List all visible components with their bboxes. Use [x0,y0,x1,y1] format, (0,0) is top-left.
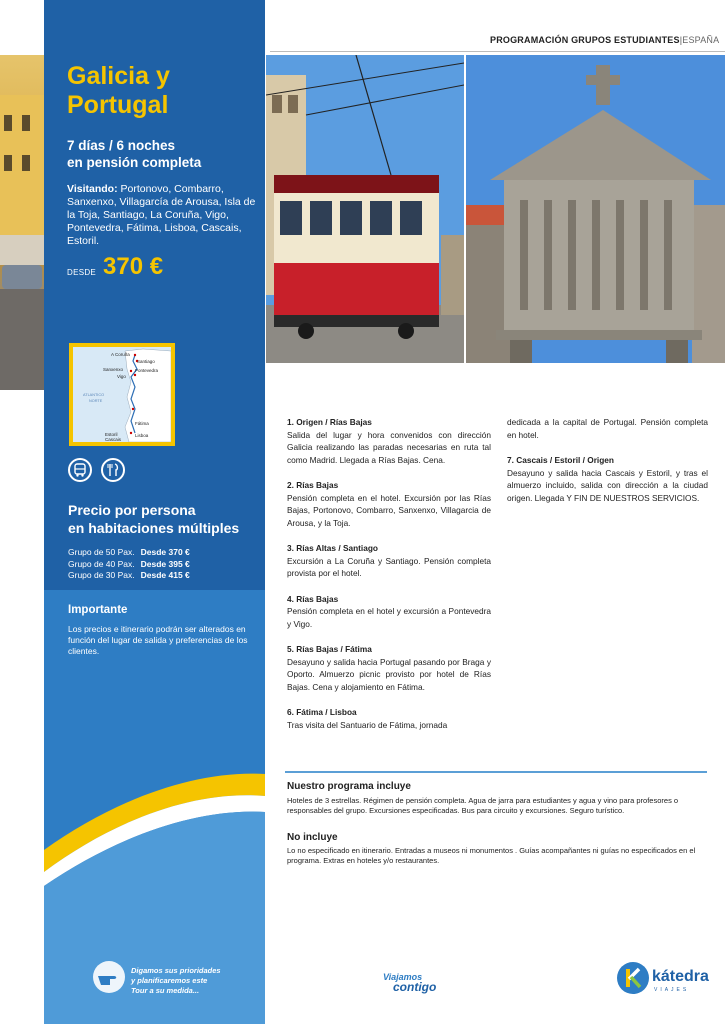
plaza-photo [0,55,44,390]
includes-title: Nuestro programa incluye [287,781,411,792]
day-title: 2. Rías Bajas [287,480,339,490]
bus-icon [68,458,92,482]
group-size: Grupo de 30 Pax. [68,570,135,580]
day-text: Pensión completa en el hotel. Excursión por las Rías Bajas, Portonovo, Combarro, Sanxenxo, Villagarcia de Arousa, y la Toja. [287,492,491,528]
important-text: Los precios e itinerario podrán ser alterados en función del lugar de salida y preferencias de los clientes. [68,624,248,656]
day-text: dedicada a la capital de Portugal. Pensión completa en hotel. [507,417,708,440]
itinerary-day [287,593,491,631]
map-label-santiago: Santiago [137,359,155,364]
brand-name: kátedra [652,968,709,985]
itinerary-day [287,542,491,580]
trip-title-line-2: Portugal [67,91,169,119]
group-price-row [68,547,190,559]
itinerary-day [287,706,491,731]
slogan [131,966,261,996]
group-prices [68,547,190,582]
map-sea-label-2: NORTE [89,399,103,403]
group-price-row [68,559,190,571]
header-rule [270,51,725,52]
day-title: 5. Rías Bajas / Fátima [287,644,372,654]
pricing-title [68,501,263,537]
tagline-line-1: Viajamos [383,972,423,982]
trip-title [67,62,257,120]
map-label-sanxenxo: Sanxenxo [103,367,124,372]
tagline-line-2: contigo [393,980,437,994]
day-title: 7. Cascais / Estoril / Origen [507,455,614,465]
trip-duration-line-1: 7 días / 6 noches [67,138,176,153]
map-label-fatima: Fátima [135,421,149,426]
decorative-waves [44,760,265,910]
trip-duration-line-2: en pensión completa [67,155,202,170]
tram-photo [266,55,464,363]
group-price: Desde 395 € [140,558,190,569]
itinerary-day-continuation [507,416,708,441]
slogan-line-2: y planificaremos este [131,976,208,985]
day-title: 6. Fátima / Lisboa [287,707,357,717]
restaurant-icon [101,458,125,482]
route-map-area [73,347,171,442]
map-label-lisboa: Lisboa [135,433,149,438]
not-included-title: No incluye [287,832,338,843]
day-text: Salida del lugar y hora convenidos con dirección Galicia realizando las paradas necesarias en ruta tal como Madrid. Llegada a Rías Bajas. Cena. [287,429,491,465]
not-included-text: Lo no especificado en itinerario. Entradas a museos ni monumentos . Guías acompañantes ni guías no especificados en el programa. Extras en hoteles y/o restaurantes. [287,846,696,865]
important-title: Importante [68,604,128,616]
pointing-hand-icon [92,960,126,999]
day-text: Tras visita del Santuario de Fátima, jornada [287,719,448,730]
group-price: Desde 415 € [140,570,190,580]
slogan-line-1: Digamos sus prioridades [131,966,221,975]
visit-label: Visitando: [67,183,118,195]
itinerary-column-2 [507,416,708,517]
day-title: 1. Origen / Rías Bajas [287,417,372,427]
horreo-photo [466,55,725,363]
section-divider [285,771,707,773]
itinerary-day [507,454,708,504]
day-title: 4. Rías Bajas [287,593,339,604]
group-price: Desde 370 € [140,547,190,557]
brand-subtitle: VIAJES [654,987,690,993]
header-separator: | [679,35,683,45]
itinerary-day [287,416,491,466]
group-size: Grupo de 40 Pax. [68,558,135,569]
day-text: Excursión a La Coruña y Santiago. Pensión completa provista por el hotel. [287,555,491,578]
group-price-row [68,570,190,582]
route-map [69,343,175,446]
program-label: PROGRAMACIÓN GRUPOS ESTUDIANTES [490,35,680,45]
tagline [383,972,436,992]
price-value: 370 € [103,253,164,280]
trip-title-line-1: Galicia y [67,62,170,90]
day-title: 3. Rías Altas / Santiago [287,543,378,553]
pricing-title-line-1: Precio por persona [68,502,196,518]
itinerary-day [287,643,491,693]
map-label-pontevedra: Pontevedra [135,368,159,373]
day-text: Desayuno y salida hacia Portugal pasando por Braga y Oporto. Almuerzo picnic provisto por hotel de Rías Bajas. Cena y alojamiento en Fátima. [287,656,491,692]
section-header [490,35,719,45]
slogan-line-3: Tour a su medida... [131,986,200,995]
pricing-title-line-2: en habitaciones múltiples [68,520,240,536]
map-label-estoril: Estoril [105,432,118,437]
map-label-cascais: Cascais [105,437,122,442]
group-size: Grupo de 50 Pax. [68,547,135,557]
itinerary-column-1 [287,416,491,744]
trip-duration [67,137,257,171]
visit-places-text: Portonovo, Combarro, Sanxenxo, Villagarcía de Arousa, Isla de la Toja, Santiago, La Coruña, Vigo, Pontevedra, Fátima, Lisboa, Cascais, Estoril. [67,183,256,247]
includes-text: Hoteles de 3 estrellas. Régimen de pensión completa. Agua de jarra para estudiantes y agua y vino para profesores o responsables del grupo. Excursiones especificadas. Bus para circuito y excursiones. Seguro turístico. [287,796,679,815]
katedra-logo-icon [617,962,649,994]
day-text: Desayuno y salida hacia Cascais y Estoril, y tras el almuerzo incluido, salida con dirección a la ciudad origen. Llegada Y FIN DE NUESTROS SERVICIOS. [507,467,708,503]
itinerary-day [287,479,491,529]
day-text: Pensión completa en el hotel y excursión a Pontevedra y Vigo. [287,606,491,629]
map-sea-label-1: ATLANTICO [83,393,105,397]
map-label-vigo: Vigo [117,374,126,379]
map-label-a-coruna: A Coruña [111,352,130,357]
visited-places [67,183,262,248]
country-label: ESPAÑA [682,35,720,45]
price-from-label: DESDE [67,268,97,277]
